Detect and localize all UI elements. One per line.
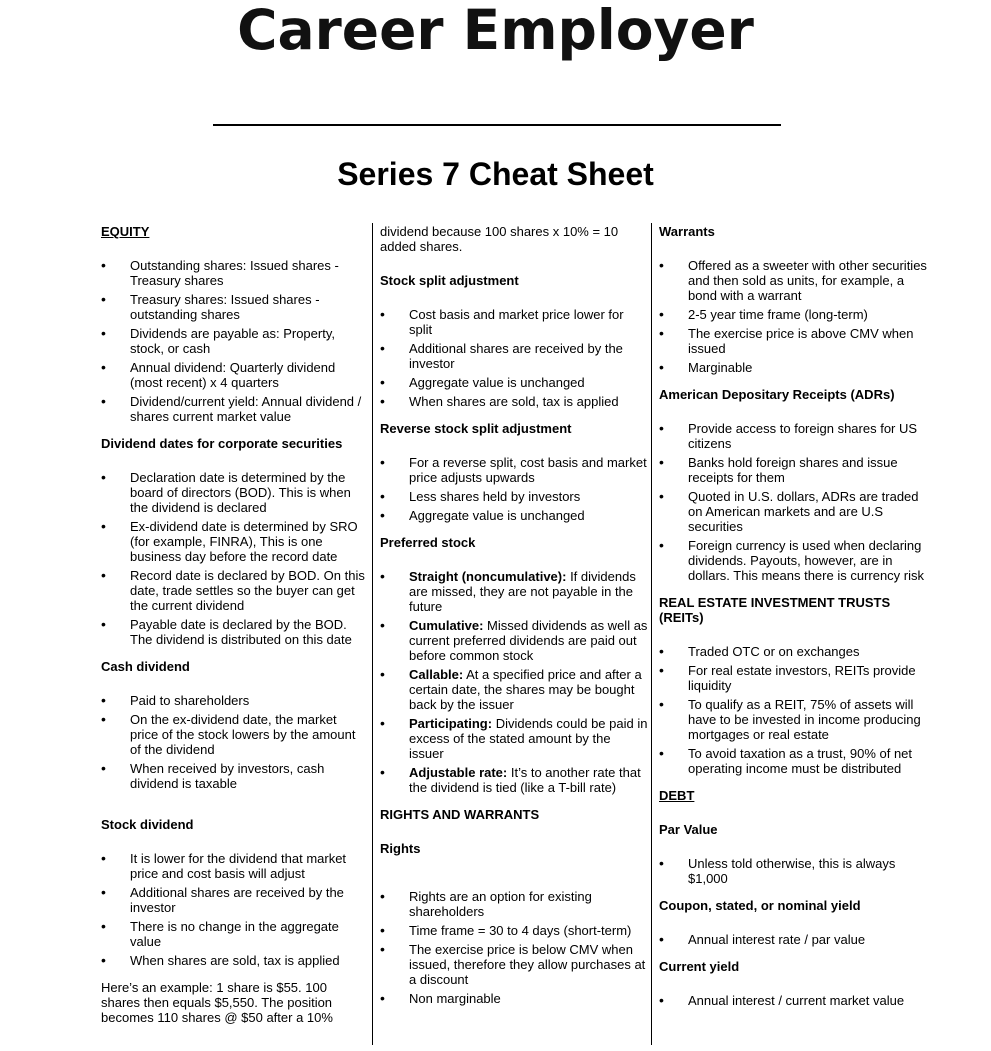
list-item: • Paid to shareholders xyxy=(101,693,366,708)
definition: It’s to another rate that the dividend is tied (like a T-bill rate) xyxy=(409,765,641,795)
current-yield-list xyxy=(659,993,929,1008)
spacer xyxy=(101,803,366,817)
current-yield-heading: Current yield xyxy=(659,959,740,974)
continued-example: dividend because 100 shares x 10% = 10 added shares. xyxy=(380,224,619,254)
list-item xyxy=(380,765,648,795)
list-item: • Dividends are payable as: Property, stock, or cash xyxy=(101,326,366,356)
list-item: • When received by investors, cash dividend is taxable xyxy=(101,761,366,791)
reit-list xyxy=(659,644,929,776)
definition: If dividends are missed, they are not payable in the future xyxy=(409,569,636,614)
header-divider xyxy=(213,124,781,126)
warrants-heading: Warrants xyxy=(659,224,715,239)
list-item: • Unless told otherwise, this is always $1,000 xyxy=(659,856,929,886)
list-item: • Aggregate value is unchanged xyxy=(380,375,648,390)
list-item: • The exercise price is above CMV when issued xyxy=(659,326,929,356)
list-item: • Record date is declared by BOD. On this date, trade settles so the buyer can get the current dividend xyxy=(101,568,366,613)
preferred-stock-heading: Preferred stock xyxy=(380,535,476,550)
definition: Missed dividends as well as current preferred dividends are paid out before common stock xyxy=(409,618,648,663)
list-item: • Provide access to foreign shares for US citizens xyxy=(659,421,929,451)
reit-heading: REAL ESTATE INVESTMENT TRUSTS (REITs) xyxy=(659,595,891,625)
column-1 xyxy=(101,224,366,1044)
debt-heading: DEBT xyxy=(659,788,695,803)
definition: Dividends could be paid in excess of the stated amount by the issuer xyxy=(409,716,648,761)
list-item: • Traded OTC or on exchanges xyxy=(659,644,929,659)
list-item xyxy=(380,716,648,761)
spacer xyxy=(380,875,648,889)
list-item: • On the ex-dividend date, the market price of the stock lowers by the amount of the dividend xyxy=(101,712,366,757)
list-item: • Cost basis and market price lower for split xyxy=(380,307,648,337)
list-item: • Declaration date is determined by the board of directors (BOD). This is when the dividend is declared xyxy=(101,470,366,515)
term: Cumulative: xyxy=(409,618,484,633)
list-item xyxy=(380,618,648,663)
list-item: • There is no change in the aggregate value xyxy=(101,919,366,949)
equity-list xyxy=(101,258,366,424)
stock-dividend-example: Here’s an example: 1 share is $55. 100 shares then equals $5,550. The position becomes 110 shares @ $50 after a 10% xyxy=(101,980,333,1025)
rights-list xyxy=(380,889,648,1006)
list-item: • For a reverse split, cost basis and market price adjusts upwards xyxy=(380,455,648,485)
list-item: • Aggregate value is unchanged xyxy=(380,508,648,523)
dividend-dates-list xyxy=(101,470,366,647)
rights-heading: Rights xyxy=(380,841,421,856)
career-employer-logo: Career Employer xyxy=(237,0,754,62)
list-item: • Rights are an option for existing shareholders xyxy=(380,889,648,919)
coupon-yield-list xyxy=(659,932,929,947)
list-item: • Foreign currency is used when declaring dividends. Payouts, however, are in dollars. This means there is currency risk xyxy=(659,538,929,583)
term: Straight (noncumulative): xyxy=(409,569,567,584)
list-item: • When shares are sold, tax is applied xyxy=(101,953,366,968)
stock-dividend-heading: Stock dividend xyxy=(101,817,194,832)
definition: At a specified price and after a certain date, the shares may be bought back by the issuer xyxy=(409,667,642,712)
list-item xyxy=(380,667,648,712)
list-item: • Treasury shares: Issued shares - outstanding shares xyxy=(101,292,366,322)
list-item: • Time frame = 30 to 4 days (short-term) xyxy=(380,923,648,938)
list-item: • Additional shares are received by the investor xyxy=(101,885,366,915)
cash-dividend-heading: Cash dividend xyxy=(101,659,190,674)
stock-split-heading: Stock split adjustment xyxy=(380,273,519,288)
term: Callable: xyxy=(409,667,464,682)
column-3 xyxy=(659,224,929,1020)
cash-dividend-list xyxy=(101,693,366,791)
par-value-list xyxy=(659,856,929,886)
list-item: • Outstanding shares: Issued shares - Treasury shares xyxy=(101,258,366,288)
par-value-heading: Par Value xyxy=(659,822,718,837)
list-item: • Marginable xyxy=(659,360,929,375)
reverse-split-list xyxy=(380,455,648,523)
adr-list xyxy=(659,421,929,583)
rights-warrants-heading: RIGHTS AND WARRANTS xyxy=(380,807,540,822)
list-item: • To avoid taxation as a trust, 90% of net operating income must be distributed xyxy=(659,746,929,776)
reverse-split-heading: Reverse stock split adjustment xyxy=(380,421,572,436)
column-divider-1 xyxy=(372,223,373,1045)
term: Participating: xyxy=(409,716,493,731)
list-item: • When shares are sold, tax is applied xyxy=(380,394,648,409)
list-item: • Quoted in U.S. dollars, ADRs are traded on American markets and are U.S securities xyxy=(659,489,929,534)
list-item: • Dividend/current yield: Annual dividend / shares current market value xyxy=(101,394,366,424)
list-item: • It is lower for the dividend that market price and cost basis will adjust xyxy=(101,851,366,881)
page-title: Series 7 Cheat Sheet xyxy=(337,156,654,192)
list-item: • Annual dividend: Quarterly dividend (most recent) x 4 quarters xyxy=(101,360,366,390)
list-item: • Additional shares are received by the investor xyxy=(380,341,648,371)
list-item: • For real estate investors, REITs provide liquidity xyxy=(659,663,929,693)
list-item: • Banks hold foreign shares and issue receipts for them xyxy=(659,455,929,485)
list-item xyxy=(380,569,648,614)
warrants-list xyxy=(659,258,929,375)
list-item: • Annual interest rate / par value xyxy=(659,932,929,947)
equity-heading: EQUITY xyxy=(101,224,150,239)
list-item: • The exercise price is below CMV when issued, therefore they allow purchases at a discount xyxy=(380,942,648,987)
list-item: • 2-5 year time frame (long-term) xyxy=(659,307,929,322)
adr-heading: American Depositary Receipts (ADRs) xyxy=(659,387,895,402)
list-item: • To qualify as a REIT, 75% of assets will have to be invested in income producing mortgages or real estate xyxy=(659,697,929,742)
list-item: • Ex-dividend date is determined by SRO (for example, FINRA), This is one business day before the record date xyxy=(101,519,366,564)
term: Adjustable rate: xyxy=(409,765,508,780)
column-2 xyxy=(380,224,648,1018)
stock-split-list xyxy=(380,307,648,409)
coupon-yield-heading: Coupon, stated, or nominal yield xyxy=(659,898,861,913)
list-item: • Payable date is declared by the BOD. The dividend is distributed on this date xyxy=(101,617,366,647)
column-divider-2 xyxy=(651,223,652,1045)
list-item: • Non marginable xyxy=(380,991,648,1006)
list-item: • Annual interest / current market value xyxy=(659,993,929,1008)
list-item: • Less shares held by investors xyxy=(380,489,648,504)
list-item: • Offered as a sweeter with other securities and then sold as units, for example, a bond with a warrant xyxy=(659,258,929,303)
stock-dividend-list xyxy=(101,851,366,968)
dividend-dates-heading: Dividend dates for corporate securities xyxy=(101,436,343,451)
preferred-stock-list xyxy=(380,569,648,795)
